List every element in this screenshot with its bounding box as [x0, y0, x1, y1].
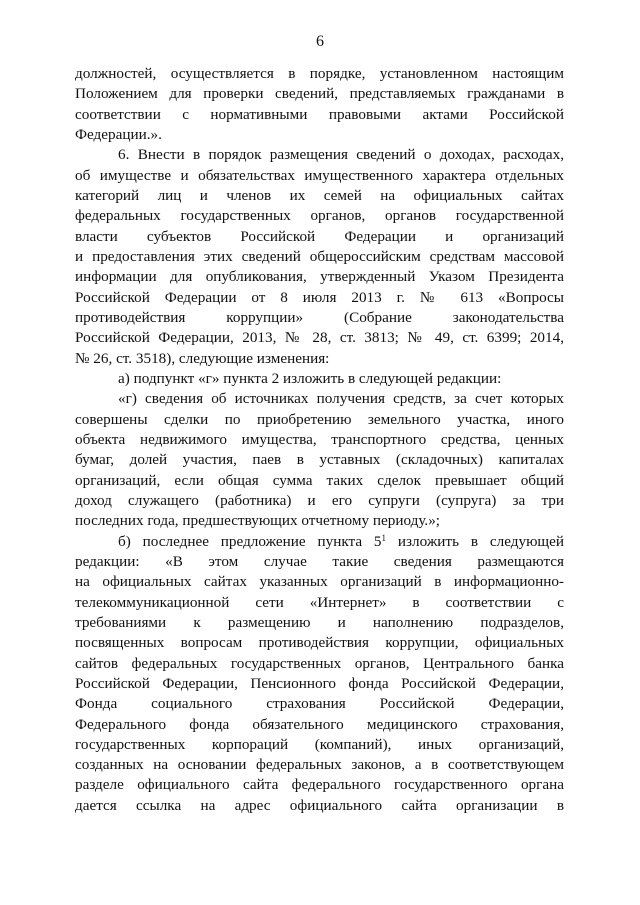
text-line	[75, 775, 564, 795]
superscript: 1	[381, 532, 387, 543]
text-line-content: Федерации.».	[75, 125, 162, 143]
text-line-content: объекта недвижимого имущества, транспортного средства, ценных	[75, 430, 564, 448]
text-line	[75, 796, 564, 816]
text-line-content: соответствии с нормативными правовыми актами Российской	[75, 105, 564, 123]
text-line	[75, 532, 564, 552]
text-line	[75, 64, 564, 84]
text-line	[75, 349, 564, 369]
text-line	[75, 105, 564, 125]
text-line-content: должностей, осуществляется в порядке, установленном настоящим	[75, 65, 564, 82]
text-line	[75, 471, 564, 491]
text-line	[75, 430, 564, 450]
text-line-content: и предоставления этих сведений общероссийским средствам массовой	[75, 247, 564, 265]
text-line	[75, 247, 564, 267]
text-line	[75, 206, 564, 226]
text-line	[75, 511, 564, 531]
text-line-content: последних года, предшествующих отчетному периоду.»;	[75, 512, 441, 530]
text-line-content: посвященных вопросам противодействия коррупции, официальных	[75, 634, 564, 652]
text-line-content: власти субъектов Российской Федерации и организаций	[75, 227, 564, 245]
text-line-content: редакции: «В этом случае такие сведения размещаются	[75, 552, 564, 570]
text-line-content: дается ссылка на адрес официального сайта организации в	[75, 796, 564, 814]
text-line-content: организаций, если общая сумма таких сделок превышает общий	[75, 471, 564, 489]
text-line-content: категорий лиц и членов их семей на официальных сайтах	[75, 186, 564, 204]
text-line	[75, 633, 564, 653]
text-line	[75, 450, 564, 470]
text-line	[75, 755, 564, 775]
text-line-continuation: изложить в следующей	[386, 532, 564, 550]
text-line	[75, 654, 564, 674]
text-line-content: доход служащего (работника) и его супруги (супруга) за три	[75, 491, 564, 509]
text-line-content: Положением для проверки сведений, представляемых гражданами в	[75, 85, 564, 103]
text-line-content: Российской Федерации, Пенсионного фонда Российской Федерации,	[75, 674, 564, 692]
text-line	[75, 715, 564, 735]
text-line-content: федеральных государственных органов, органов государственной	[75, 207, 564, 225]
text-line-content: требованиями к размещению и наполнению подразделов,	[75, 613, 564, 631]
text-line-content: созданных на основании федеральных законов, а в соответствующем	[75, 756, 564, 774]
text-line-content: информации для опубликования, утвержденный Указом Президента	[75, 268, 564, 286]
text-line	[75, 267, 564, 287]
text-line	[75, 552, 564, 572]
text-line-content: разделе официального сайта федерального государственного органа	[75, 776, 564, 794]
text-line	[75, 369, 564, 389]
text-line-content: государственных корпораций (компаний), иных организаций,	[75, 735, 564, 753]
text-line	[75, 410, 564, 430]
text-line	[75, 694, 564, 714]
text-line	[75, 389, 564, 409]
text-line	[75, 125, 564, 145]
text-line-content: 6. Внести в порядок размещения сведений о доходах, расходах,	[118, 146, 564, 164]
text-line-content: Федерального фонда обязательного медицинского страхования,	[75, 715, 564, 733]
page-number: 6	[316, 33, 324, 50]
text-line	[75, 145, 564, 165]
text-line	[75, 166, 564, 186]
text-line-content: противодействия коррупции» (Собрание законодательства	[75, 308, 564, 326]
text-line	[75, 735, 564, 755]
text-line-content: телекоммуникационной сети «Интернет» в соответствии с	[75, 593, 564, 611]
text-line-content: на официальных сайтах указанных организаций в информационно-	[75, 573, 564, 591]
text-line-content: Российской Федерации, 2013, № 28, ст. 3813; № 49, ст. 6399; 2014,	[75, 329, 564, 347]
text-line-content: № 26, ст. 3518), следующие изменения:	[75, 349, 330, 367]
text-line-content: «г) сведения об источниках получения средств, за счет которых	[118, 390, 564, 408]
text-line-content: бумаг, долей участия, паев в уставных (складочных) капиталах	[75, 451, 564, 469]
text-line-content: сайтов федеральных государственных органов, Центрального банка	[75, 654, 564, 672]
text-line	[75, 328, 564, 348]
text-line-content: б) последнее предложение пункта 5	[118, 532, 382, 550]
text-line	[75, 572, 564, 592]
text-line	[75, 674, 564, 694]
text-line-content: а) подпункт «г» пункта 2 изложить в следующей редакции:	[118, 369, 502, 387]
text-line-content: Фонда социального страхования Российской Федерации,	[75, 695, 564, 713]
text-line	[75, 308, 564, 328]
text-line	[75, 84, 564, 104]
text-line	[75, 593, 564, 613]
text-line-content: совершены сделки по приобретению земельного участка, иного	[75, 410, 564, 428]
text-line	[75, 491, 564, 511]
text-line-content: об имуществе и обязательствах имущественного характера отдельных	[75, 166, 564, 184]
text-line	[75, 613, 564, 633]
document-body	[75, 64, 564, 816]
text-line	[75, 288, 564, 308]
text-line	[75, 227, 564, 247]
text-line-content: Российской Федерации от 8 июля 2013 г. № 613 «Вопросы	[75, 288, 564, 306]
text-line	[75, 186, 564, 206]
